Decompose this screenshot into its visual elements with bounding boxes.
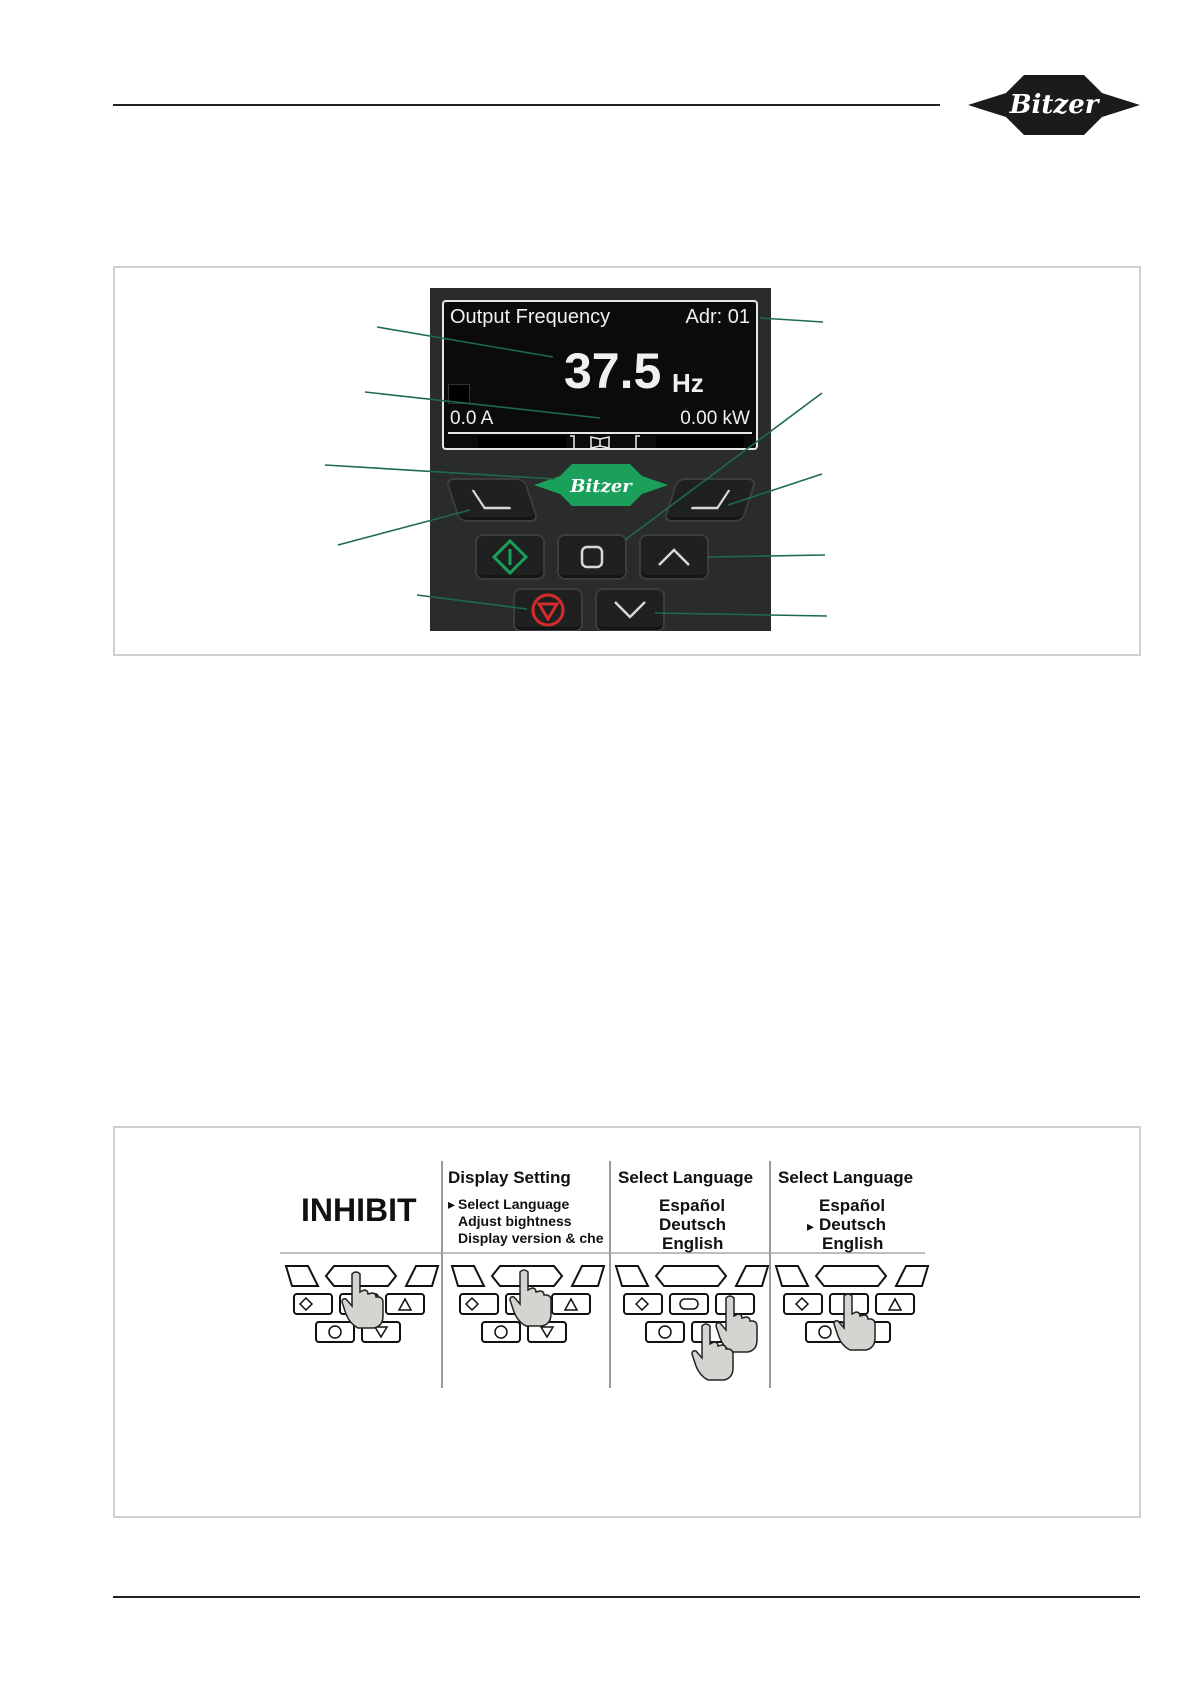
bracket-icon bbox=[568, 434, 576, 450]
keypad-diagram bbox=[614, 1262, 770, 1392]
up-button[interactable] bbox=[639, 534, 709, 580]
green-logo-text: Bitzer bbox=[570, 476, 632, 497]
bitzer-logo bbox=[968, 75, 1140, 135]
language-option: Deutsch bbox=[659, 1215, 727, 1234]
selection-marker-icon: ▸ bbox=[448, 1196, 456, 1212]
selection-marker-icon: ▸ bbox=[807, 1218, 815, 1234]
keypad-photo bbox=[430, 288, 771, 631]
mode-button[interactable] bbox=[557, 534, 627, 580]
status-block bbox=[448, 384, 470, 404]
softkey-left-label bbox=[478, 436, 566, 448]
chevron-up-icon bbox=[657, 547, 691, 567]
language-option: English bbox=[822, 1234, 884, 1253]
square-icon bbox=[579, 544, 605, 570]
softkey-left-button[interactable] bbox=[445, 478, 539, 522]
display-power: 0.00 kW bbox=[680, 408, 750, 429]
logo-text: Bitzer bbox=[1009, 90, 1099, 120]
bracket-icon bbox=[634, 434, 642, 450]
start-icon bbox=[492, 539, 528, 575]
down-button[interactable] bbox=[595, 588, 665, 631]
display-value: 37.5 bbox=[564, 343, 662, 399]
keypad-diagram bbox=[774, 1262, 930, 1372]
start-button[interactable] bbox=[475, 534, 545, 580]
keypad-diagram bbox=[284, 1262, 440, 1352]
softkey-right-label bbox=[656, 436, 744, 448]
display-unit: Hz bbox=[672, 368, 704, 398]
keypad-diagram bbox=[450, 1262, 606, 1352]
menu-line: Select Language bbox=[458, 1196, 570, 1212]
display-current: 0.0 A bbox=[450, 408, 494, 429]
header-rule bbox=[113, 104, 940, 106]
stop-button[interactable] bbox=[513, 588, 583, 631]
bitzer-green-logo bbox=[534, 460, 668, 510]
display-address: Adr: 01 bbox=[685, 306, 750, 328]
inhibit-label: INHIBIT bbox=[301, 1192, 417, 1228]
step4-title: Select Language bbox=[778, 1168, 914, 1187]
step-separator bbox=[609, 1161, 611, 1388]
softkey-right-button[interactable] bbox=[663, 478, 757, 522]
corner-left-icon bbox=[468, 488, 516, 512]
menu-line: Display version & che bbox=[458, 1230, 604, 1246]
lcd-display bbox=[442, 300, 758, 450]
book-icon bbox=[589, 434, 611, 450]
language-option: Español bbox=[659, 1196, 726, 1215]
corner-right-icon bbox=[686, 488, 734, 512]
language-option-selected: Deutsch bbox=[819, 1215, 887, 1234]
menu-line: Adjust bightness bbox=[458, 1213, 572, 1229]
step2-title: Display Setting bbox=[448, 1168, 571, 1187]
language-option: English bbox=[662, 1234, 724, 1253]
stop-icon bbox=[530, 592, 566, 628]
chevron-down-icon bbox=[613, 600, 647, 620]
display-title: Output Frequency bbox=[450, 306, 611, 328]
footer-rule bbox=[113, 1596, 1140, 1598]
step-separator bbox=[441, 1161, 443, 1388]
language-option: Español bbox=[819, 1196, 886, 1215]
step3-title: Select Language bbox=[618, 1168, 754, 1187]
